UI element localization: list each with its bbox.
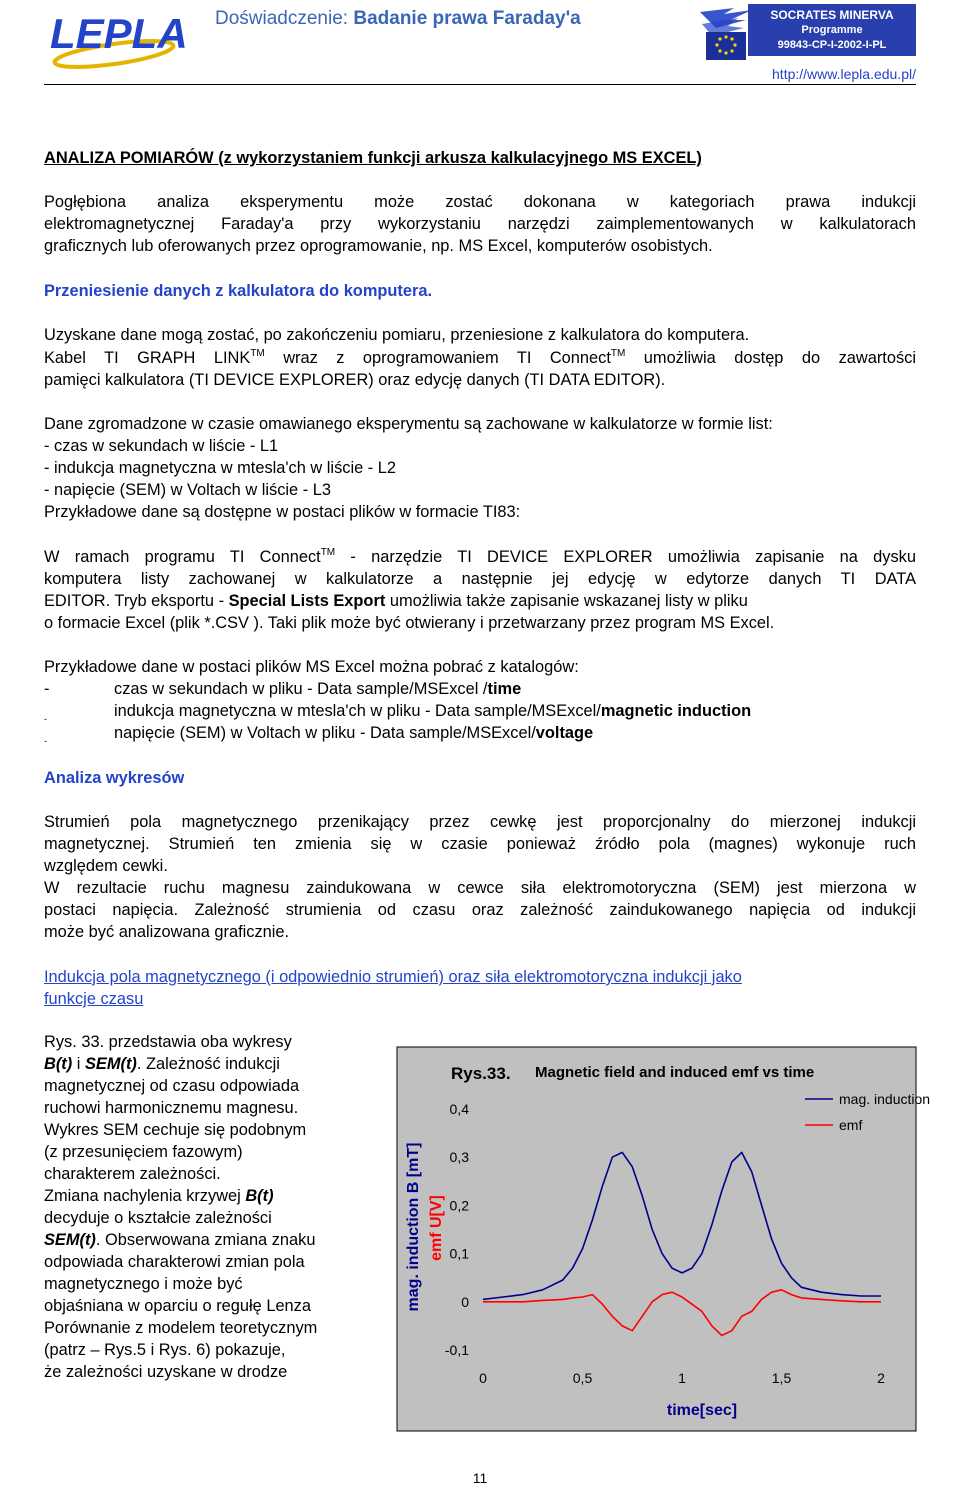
svg-text:Programme: Programme (801, 24, 863, 36)
y-tick-label: 0,2 (449, 1197, 469, 1214)
page-header (0, 0, 960, 90)
svg-text:SOCRATES MINERVA: SOCRATES MINERVA (770, 8, 894, 22)
export-line-3: EDITOR. Tryb eksportu - Special Lists Export umożliwia także zapisanie wskazanej listy w pliku (44, 592, 748, 610)
y-tick-label: 0,4 (449, 1101, 469, 1117)
chart-description: Rys. 33. przedstawia oba wykresy B(t) i SEM(t). Zależność indukcji magnetycznej od czasu odpowiada ruchowi harmonicznemu magnesu. Wykres SEM cechuje się podobnym (z przesunięciem fazowym) charakterem zależności. Zmiana nachylenia krzywej B(t) decyduje o kształcie zależności SEM(t). Obserwowana zmiana znaku odpowiada charakterowi zmian pola magnetycznego i może być objaśniana w oparciu o regułę Lenza Porównanie z modelem teoretycznym (patrz – Rys.5 i Rys. 6) pokazuje, że zależności uzyskane w drodze (44, 1033, 318, 1381)
export-line-1: W ramach programu TI Connect™ - narzędzie TI DEVICE EXPLORER umożliwia zapisanie na dysku (44, 547, 916, 566)
legend-label: mag. induction (839, 1091, 931, 1107)
experiment-title (215, 8, 581, 30)
page-number: 11 (472, 1470, 488, 1486)
header-url-link[interactable]: http://www.lepla.edu.pl/ (772, 66, 916, 82)
intro-line-3: graficznych lub oferowanych przez oprogramowanie, np. MS Excel, komputerów osobistych. (44, 237, 713, 255)
lists-line-5: Przykładowe dane są dostępne w postaci plików w formacie TI83: (44, 503, 521, 521)
y-tick-label: 0,1 (449, 1245, 469, 1262)
analysis-line-4: W rezultacie ruchu magnesu zaindukowana w cewce siła elektromotoryczna (SEM) jest mierzona w (44, 879, 916, 897)
svg-text:LEPLA: LEPLA (50, 10, 188, 57)
analysis-line-3: względem cewki. (44, 857, 168, 875)
section-title-chart-analysis: Analiza wykresów (44, 769, 185, 787)
export-line-4: o formacie Excel (plik *.CSV ). Taki plik może być otwierany i przetwarzany przez program MS Excel. (44, 614, 775, 632)
y-tick-label: 0 (461, 1293, 469, 1310)
x-tick-label: 1 (678, 1370, 686, 1386)
lepla-logo (42, 2, 192, 78)
x-tick-label: 0,5 (572, 1370, 593, 1386)
list-item: - czas w sekundach w pliku - Data sample/MSExcel /time (44, 680, 522, 698)
chart-figure-label: Rys.33. (451, 1064, 511, 1083)
legend-label: emf (839, 1117, 863, 1133)
analysis-line-6: może być analizowana graficznie. (44, 923, 290, 941)
socrates-minerva-logo (694, 2, 918, 64)
induction-link-line-2[interactable]: funkcje czasu (44, 990, 144, 1008)
chart-title: Magnetic field and induced emf vs time (535, 1064, 815, 1081)
analysis-line-2: magnetycznej. Strumień ten zmienia się w czasie ponieważ źródło pola (magnes) wykonuje ruch (44, 835, 916, 853)
intro-line-2: elektromagnetycznej Faraday'a przy wykorzystaniu narzędzi zaimplementowanych w kalkulatorach (44, 215, 916, 233)
analysis-line-5: postaci napięcia. Zależność strumienia od czasu oraz zależność zaindukowanego napięcia od indukcji (44, 901, 916, 919)
excel-files-intro: Przykładowe dane w postaci plików MS Excel można pobrać z katalogów: (44, 658, 579, 676)
analysis-line-1: Strumień pola magnetycznego przenikający przez cewkę jest proporcjonalny do mierzonej indukcji (44, 813, 916, 831)
x-axis-label: time[sec] (666, 1402, 738, 1419)
x-tick-label: 0 (479, 1370, 487, 1386)
experiment-name: Badanie prawa Faraday'a (353, 8, 581, 29)
header-divider (44, 84, 916, 85)
transfer-line-2: Kabel TI GRAPH LINK™ wraz z oprogramowaniem TI Connect™ umożliwia dostęp do zawartości (44, 348, 916, 367)
induction-link-line-1[interactable]: Indukcja pola magnetycznego (i odpowiednio strumień) oraz siła elektromotoryczna indukcji jako (44, 968, 742, 986)
y-tick-label: 0,3 (449, 1149, 469, 1166)
export-line-2: komputera listy zachowanej w kalkulatorze a następnie jej edycję w edytorze danych TI DATA (44, 570, 916, 588)
x-tick-label: 1,5 (771, 1370, 792, 1386)
magnetic-field-emf-chart (397, 1047, 931, 1431)
lists-line-3: - indukcja magnetyczna w mtesla'ch w liście - L2 (44, 459, 397, 477)
lists-line-4: - napięcie (SEM) w Voltach w liście - L3 (44, 481, 331, 499)
y-tick-label: -0,1 (444, 1342, 469, 1358)
svg-text:99843-CP-I-2002-I-PL: 99843-CP-I-2002-I-PL (777, 39, 887, 51)
x-tick-label: 2 (877, 1370, 885, 1386)
intro-line-1: Pogłębiona analiza eksperymentu może zostać dokonana w kategoriach prawa indukcji (44, 193, 916, 211)
lists-line-2: - czas w sekundach w liście - L1 (44, 437, 279, 455)
experiment-label: Doświadczenie: (215, 8, 349, 29)
lists-line-1: Dane zgromadzone w czasie omawianego eksperymentu są zachowane w kalkulatorze w formie list: (44, 415, 773, 433)
list-item: - napięcie (SEM) w Voltach w pliku - Data sample/MSExcel/voltage (44, 724, 594, 746)
y-axis-label-emf: emf U[V] (428, 1195, 445, 1261)
transfer-line-3: pamięci kalkulatora (TI DEVICE EXPLORER) oraz edycję danych (TI DATA EDITOR). (44, 371, 666, 389)
section-title-data-transfer: Przeniesienie danych z kalkulatora do komputera. (44, 282, 433, 300)
transfer-line-1: Uzyskane dane mogą zostać, po zakończeniu pomiaru, przeniesione z kalkulatora do komputera. (44, 326, 750, 344)
list-item: - indukcja magnetyczna w mtesla'ch w pliku - Data sample/MSExcel/magnetic induction (44, 702, 752, 724)
analysis-heading: ANALIZA POMIARÓW (z wykorzystaniem funkcji arkusza kalkulacyjnego MS EXCEL) (44, 149, 702, 167)
y-axis-label-induction: mag. induction B [mT] (405, 1142, 422, 1312)
